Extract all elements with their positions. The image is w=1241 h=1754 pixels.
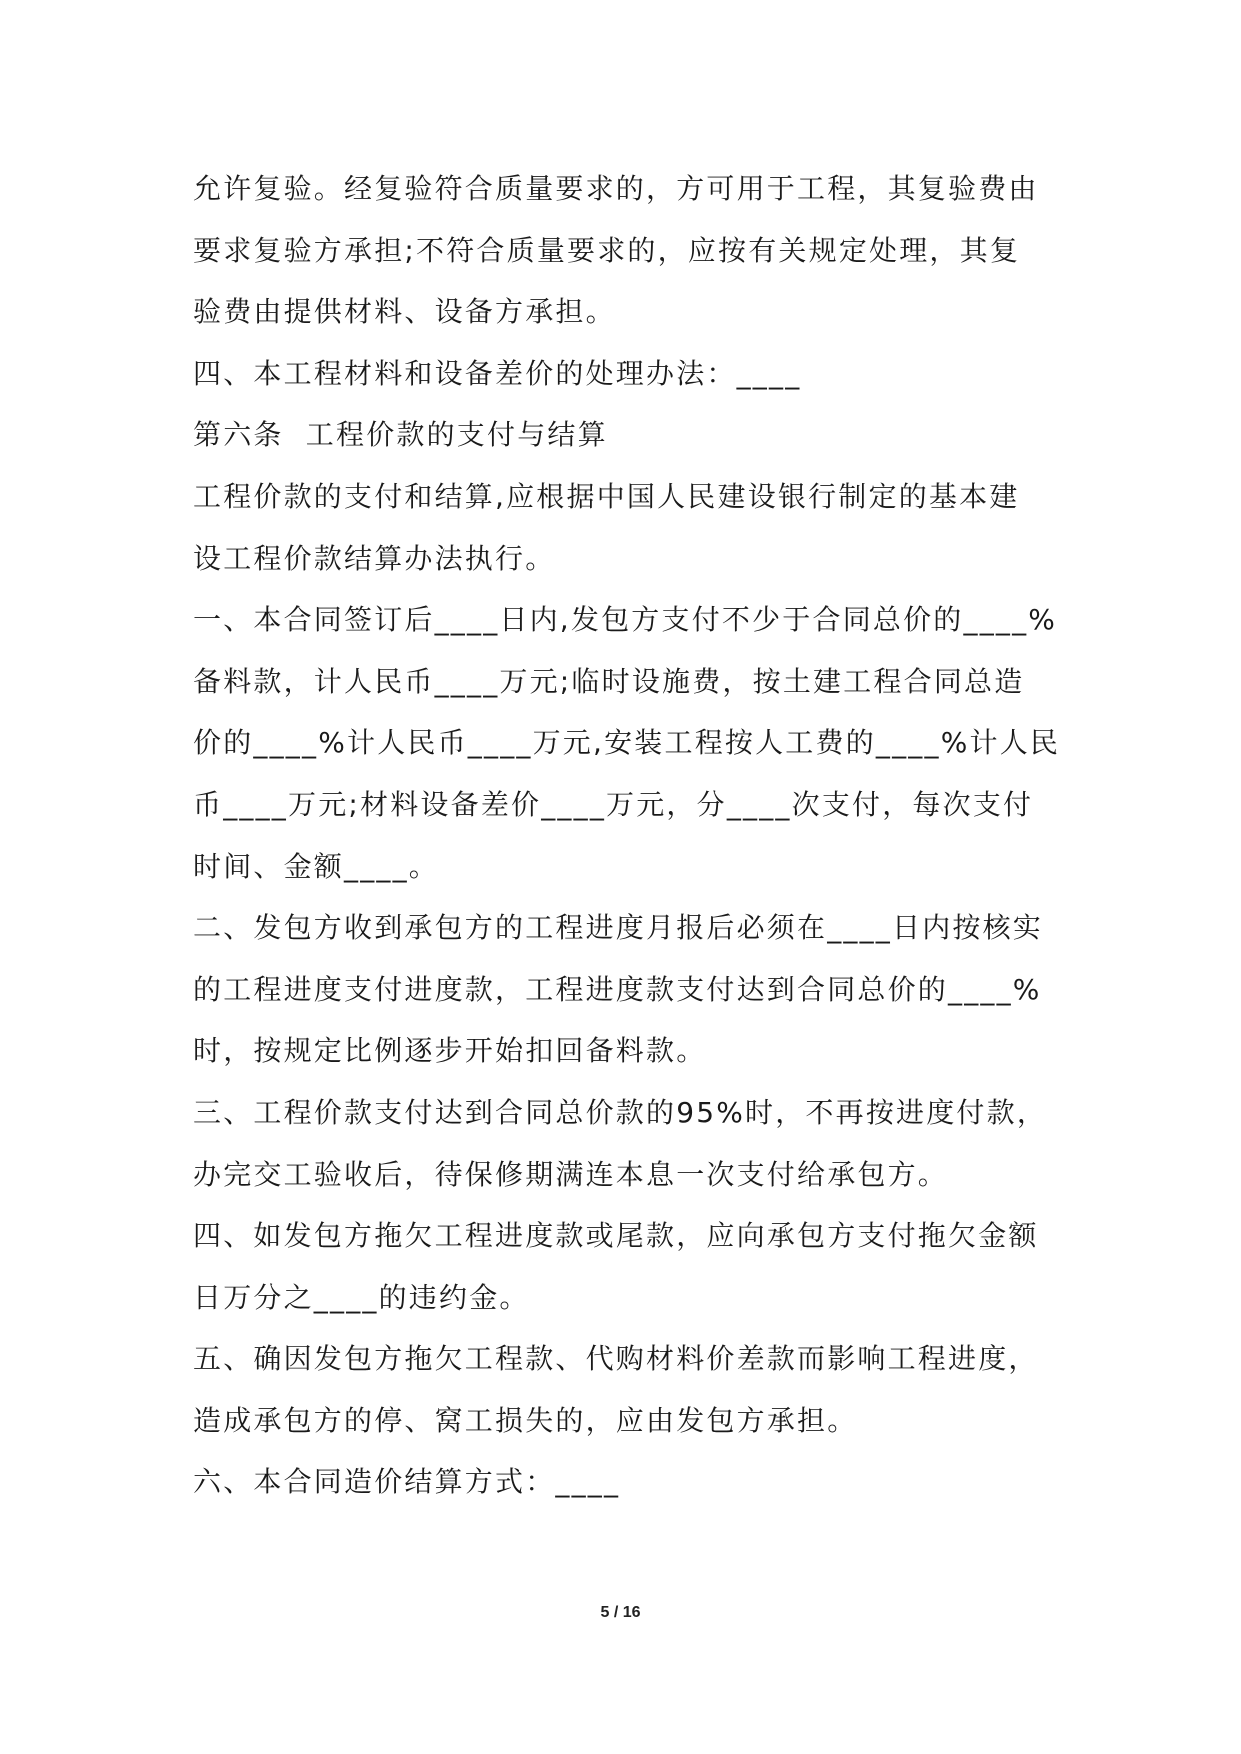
body-line: 一、本合同签订后____日内,发包方支付不少于合同总价的____% bbox=[193, 603, 1058, 637]
body-line: 六、本合同造价结算方式：____ bbox=[193, 1465, 621, 1499]
body-line: 日万分之____的违约金。 bbox=[193, 1280, 530, 1314]
body-line: 造成承包方的停、窝工损失的，应由发包方承担。 bbox=[193, 1403, 858, 1437]
body-line: 币____万元;材料设备差价____万元，分____次支付，每次支付 bbox=[193, 787, 1034, 821]
body-line: 价的____%计人民币____万元,安装工程按人工费的____%计人民 bbox=[193, 726, 1061, 760]
body-line: 三、工程价款支付达到合同总价款的95%时，不再按进度付款， bbox=[193, 1095, 1048, 1129]
body-line: 要求复验方承担;不符合质量要求的，应按有关规定处理，其复 bbox=[193, 233, 1021, 267]
body-line: 允许复验。经复验符合质量要求的，方可用于工程，其复验费由 bbox=[193, 172, 1039, 205]
body-line: 工程价款的支付和结算,应根据中国人民建设银行制定的基本建 bbox=[193, 479, 1020, 513]
body-line: 时，按规定比例逐步开始扣回备料款。 bbox=[193, 1034, 707, 1068]
body-line: 四、本工程材料和设备差价的处理办法：____ bbox=[193, 356, 802, 390]
page-number: 5 / 16 bbox=[600, 1604, 641, 1621]
body-line: 办完交工验收后，待保修期满连本息一次支付给承包方。 bbox=[193, 1157, 949, 1191]
body-line: 的工程进度支付进度款，工程进度款支付达到合同总价的____% bbox=[193, 972, 1042, 1006]
section-heading: 第六条 工程价款的支付与结算 bbox=[193, 418, 608, 452]
body-line: 五、确因发包方拖欠工程款、代购材料价差款而影响工程进度， bbox=[193, 1342, 1039, 1376]
body-line: 四、如发包方拖欠工程进度款或尾款，应向承包方支付拖欠金额 bbox=[193, 1219, 1039, 1253]
body-line: 验费由提供材料、设备方承担。 bbox=[193, 295, 616, 329]
body-line: 时间、金额____。 bbox=[193, 849, 440, 883]
body-line: 备料款，计人民币____万元;临时设施费，按土建工程合同总造 bbox=[193, 664, 1025, 698]
body-line: 二、发包方收到承包方的工程进度月报后必须在____日内按核实 bbox=[193, 911, 1044, 945]
body-line: 设工程价款结算办法执行。 bbox=[193, 541, 556, 575]
document-body bbox=[193, 158, 1063, 1513]
